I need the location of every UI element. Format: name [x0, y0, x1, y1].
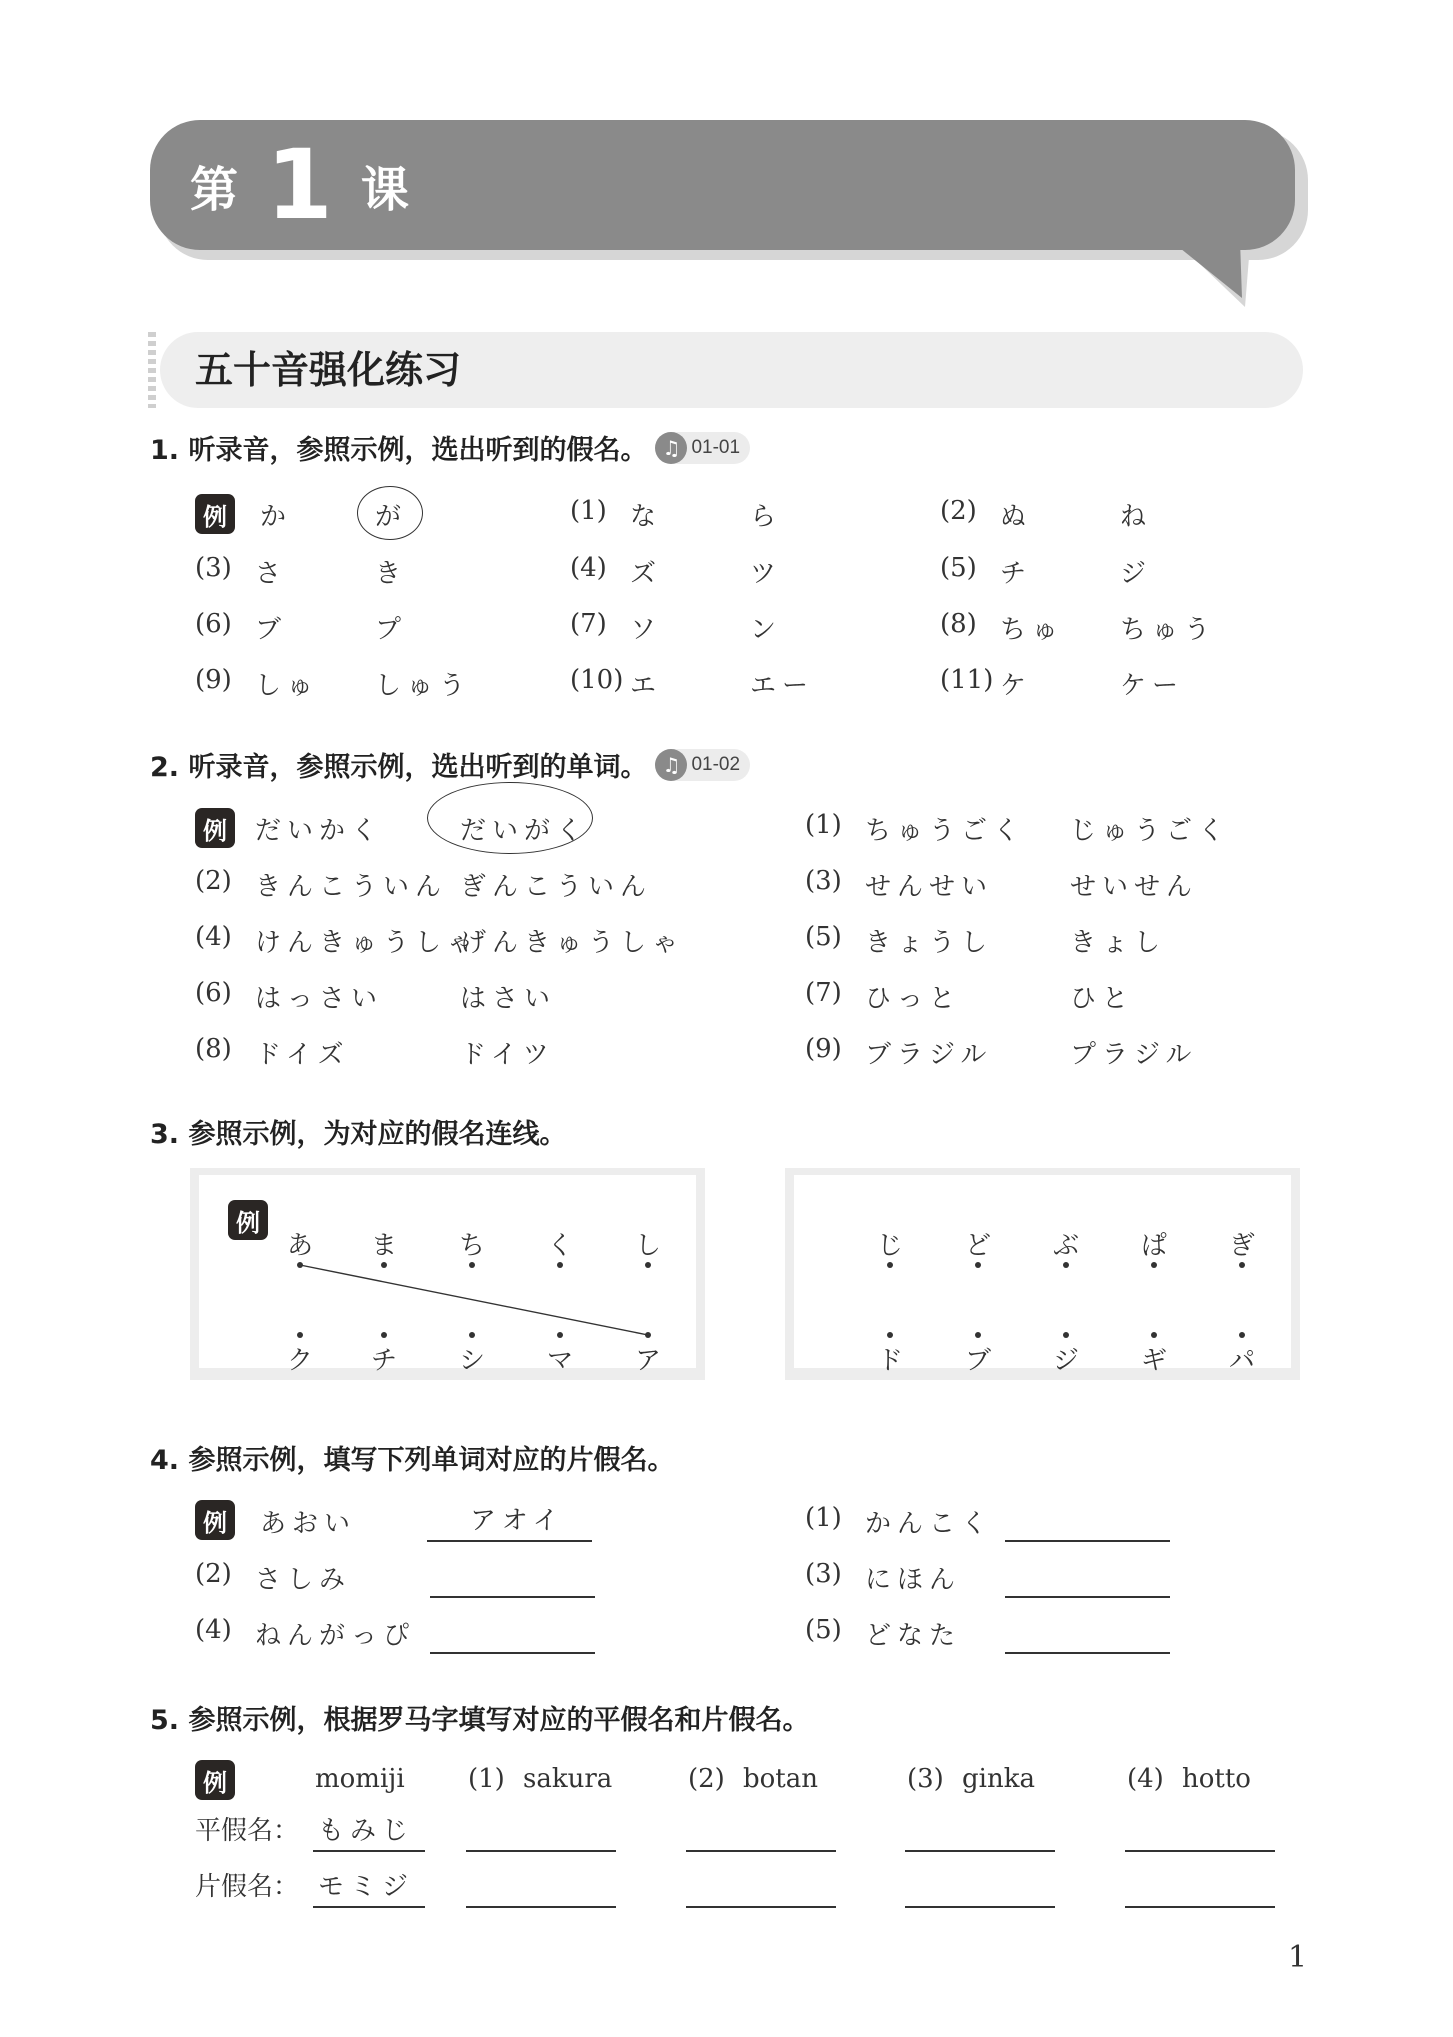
romaji: botan — [743, 1764, 818, 1794]
option-b[interactable]: が — [375, 502, 408, 532]
bottom-kana: ジ — [1053, 1346, 1080, 1376]
top-kana: あ — [287, 1231, 314, 1261]
bottom-kana: パ — [1229, 1346, 1256, 1376]
top-kana: ぎ — [1229, 1231, 1256, 1261]
item-number: (3) — [805, 1559, 842, 1589]
top-dot[interactable] — [381, 1262, 387, 1268]
question-1-text: 1. 听录音，参照示例，选出听到的假名。 — [150, 435, 648, 466]
audio-track-code: 01-02 — [691, 753, 741, 775]
option-b[interactable]: ね — [1120, 502, 1153, 532]
item-number: (8) — [940, 609, 977, 639]
katakana-blank[interactable] — [686, 1906, 836, 1908]
word: あおい — [260, 1509, 357, 1539]
answer-text: アオイ — [470, 1506, 565, 1536]
option-a[interactable]: ちゅ — [1000, 615, 1065, 645]
item-number: (7) — [570, 609, 607, 639]
page-number: 1 — [1288, 1940, 1308, 1975]
top-dot[interactable] — [297, 1262, 303, 1268]
example-badge: 例 — [228, 1200, 268, 1240]
music-note-icon: ♫ — [655, 432, 687, 464]
option-b[interactable]: ジ — [1120, 559, 1153, 589]
katakana-blank[interactable] — [905, 1906, 1055, 1908]
option-a[interactable]: ブ — [255, 615, 288, 645]
question-2-text: 2. 听录音，参照示例，选出听到的单词。 — [150, 752, 648, 783]
option-a[interactable]: せんせい — [865, 872, 994, 902]
item-number: (3) — [805, 866, 842, 896]
answer-blank[interactable] — [430, 1596, 595, 1598]
option-b[interactable]: ケー — [1120, 671, 1185, 701]
option-a[interactable]: けんきゅうしゃ — [255, 928, 480, 958]
item-number: (6) — [195, 978, 232, 1008]
top-kana: ぱ — [1141, 1231, 1168, 1261]
item-number: (3) — [195, 553, 232, 583]
option-a[interactable]: チ — [1000, 559, 1033, 589]
item-number: (5) — [940, 553, 977, 583]
bottom-dot[interactable] — [975, 1332, 981, 1338]
word: さしみ — [255, 1565, 352, 1595]
bottom-dot[interactable] — [469, 1332, 475, 1338]
item-number: (1) — [805, 1503, 842, 1533]
example-badge: 例 — [195, 808, 235, 848]
katakana-blank[interactable] — [466, 1906, 616, 1908]
romaji: hotto — [1182, 1764, 1251, 1794]
item-number: (4) — [195, 1615, 232, 1645]
option-a[interactable]: ブラジル — [865, 1040, 993, 1070]
word: ねんがっぴ — [255, 1621, 416, 1651]
lesson-number: 1 — [266, 129, 333, 241]
answer-blank[interactable] — [1005, 1596, 1170, 1598]
word: にほん — [865, 1565, 962, 1595]
top-dot[interactable] — [645, 1262, 651, 1268]
answer-blank[interactable] — [1005, 1540, 1170, 1542]
romaji: sakura — [523, 1764, 613, 1794]
question-4-text: 4. 参照示例，填写下列单词对应的片假名。 — [150, 1445, 675, 1476]
option-a[interactable]: はっさい — [255, 984, 384, 1014]
item-number: (9) — [195, 665, 232, 695]
option-b[interactable]: ぎんこういん — [460, 872, 653, 902]
option-b[interactable]: きょし — [1070, 928, 1167, 958]
item-number: (2) — [940, 496, 977, 526]
option-b[interactable]: ツ — [750, 559, 783, 589]
example-badge: 例 — [195, 1500, 235, 1540]
option-b[interactable]: しゅう — [375, 671, 472, 701]
option-b[interactable]: ドイツ — [460, 1040, 555, 1070]
option-a[interactable]: な — [630, 502, 663, 532]
option-b[interactable]: き — [375, 559, 408, 589]
lesson-suffix: 课 — [360, 161, 409, 218]
option-b[interactable]: ひと — [1070, 984, 1135, 1014]
item-number: (4) — [1127, 1764, 1164, 1794]
top-dot[interactable] — [1151, 1262, 1157, 1268]
top-dot[interactable] — [469, 1262, 475, 1268]
item-number: (1) — [570, 496, 607, 526]
hiragana-blank[interactable] — [686, 1850, 836, 1852]
answer-blank[interactable] — [1005, 1652, 1170, 1654]
option-a[interactable]: さ — [255, 559, 288, 589]
answer-blank — [427, 1540, 592, 1542]
top-dot[interactable] — [1063, 1262, 1069, 1268]
romaji: momiji — [315, 1764, 405, 1794]
item-number: (11) — [940, 665, 994, 695]
example-link-line — [300, 1265, 648, 1335]
option-a[interactable]: ケ — [1000, 671, 1033, 701]
top-dot[interactable] — [975, 1262, 981, 1268]
top-kana: ど — [965, 1231, 992, 1261]
question-5-text: 5. 参照示例，根据罗马字填写对应的平假名和片假名。 — [150, 1705, 810, 1736]
option-b[interactable]: エー — [750, 671, 815, 701]
option-a: だいかく — [255, 816, 384, 846]
example-katakana: モミジ — [318, 1872, 415, 1902]
option-b[interactable]: プラジル — [1070, 1040, 1198, 1070]
bottom-dot[interactable] — [1239, 1332, 1245, 1338]
example-badge: 例 — [195, 1760, 235, 1800]
question-4-title — [150, 1438, 674, 1477]
bottom-dot[interactable] — [1151, 1332, 1157, 1338]
option-a[interactable]: エ — [630, 671, 663, 701]
question-5-title — [150, 1698, 809, 1737]
item-number: (2) — [195, 866, 232, 896]
question-3-text: 3. 参照示例，为对应的假名连线。 — [150, 1119, 567, 1150]
option-b[interactable]: じゅうごく — [1070, 816, 1231, 846]
bottom-kana: ブ — [965, 1346, 992, 1376]
answer-blank[interactable] — [430, 1652, 595, 1654]
item-number: (2) — [195, 1559, 232, 1589]
option-b[interactable]: ら — [750, 502, 783, 532]
bottom-dot[interactable] — [381, 1332, 387, 1338]
option-a: か — [260, 502, 293, 532]
top-kana: く — [547, 1231, 574, 1261]
item-number: (5) — [805, 1615, 842, 1645]
option-a[interactable]: ドイズ — [255, 1040, 350, 1070]
option-a[interactable]: ちゅうごく — [865, 816, 1026, 846]
item-number: (3) — [907, 1764, 944, 1794]
option-b[interactable]: ン — [750, 615, 783, 645]
word: どなた — [865, 1621, 962, 1651]
example-hiragana: もみじ — [318, 1816, 415, 1846]
bottom-kana: ク — [287, 1346, 314, 1376]
example-hiragana-line — [313, 1850, 425, 1852]
option-b[interactable]: はさい — [460, 984, 557, 1014]
bottom-kana: シ — [459, 1346, 486, 1376]
item-number: (4) — [570, 553, 607, 583]
section-title: 五十音强化练习 — [195, 348, 462, 392]
example-katakana-line — [313, 1906, 425, 1908]
top-kana: じ — [877, 1231, 904, 1261]
bottom-kana: チ — [371, 1346, 398, 1376]
option-b[interactable]: だいがく — [460, 816, 589, 846]
top-dot[interactable] — [887, 1262, 893, 1268]
option-a[interactable]: ソ — [630, 615, 663, 645]
top-kana: し — [635, 1231, 662, 1261]
item-number: (10) — [570, 665, 624, 695]
hiragana-blank[interactable] — [905, 1850, 1055, 1852]
item-number: (9) — [805, 1034, 842, 1064]
audio-track-code: 01-01 — [691, 436, 741, 458]
bottom-kana: マ — [547, 1346, 574, 1376]
bottom-dot[interactable] — [557, 1332, 563, 1338]
hiragana-blank[interactable] — [466, 1850, 616, 1852]
top-kana: ち — [459, 1231, 486, 1261]
top-kana: ま — [371, 1231, 398, 1261]
word: かんこく — [865, 1509, 994, 1539]
item-number: (1) — [468, 1764, 505, 1794]
option-b[interactable]: せいせん — [1070, 872, 1199, 902]
hiragana-blank[interactable] — [1125, 1850, 1275, 1852]
top-dot[interactable] — [1239, 1262, 1245, 1268]
top-dot[interactable] — [557, 1262, 563, 1268]
bottom-kana: ギ — [1141, 1346, 1168, 1376]
item-number: (2) — [688, 1764, 725, 1794]
katakana-blank[interactable] — [1125, 1906, 1275, 1908]
item-number: (5) — [805, 922, 842, 952]
music-note-icon: ♫ — [655, 749, 687, 781]
example-badge: 例 — [195, 494, 235, 534]
option-a[interactable]: ズ — [630, 559, 663, 589]
bottom-dot[interactable] — [1063, 1332, 1069, 1338]
bottom-dot[interactable] — [645, 1332, 651, 1338]
bottom-kana: ア — [635, 1346, 662, 1376]
option-b[interactable]: プ — [375, 615, 408, 645]
lesson-prefix: 第 — [190, 161, 239, 218]
item-number: (4) — [195, 922, 232, 952]
option-a[interactable]: きんこういん — [255, 872, 448, 902]
item-number: (8) — [195, 1034, 232, 1064]
bottom-dot[interactable] — [887, 1332, 893, 1338]
item-number: (1) — [805, 810, 842, 840]
option-a[interactable]: ひっと — [865, 984, 962, 1014]
top-kana: ぶ — [1053, 1231, 1080, 1261]
option-a[interactable]: しゅ — [255, 671, 320, 701]
option-a[interactable]: きょうし — [865, 928, 994, 958]
bottom-dot[interactable] — [297, 1332, 303, 1338]
item-number: (7) — [805, 978, 842, 1008]
option-b[interactable]: げんきゅうしゃ — [460, 928, 685, 958]
option-b[interactable]: ちゅう — [1120, 615, 1217, 645]
romaji: ginka — [962, 1764, 1035, 1794]
item-number: (6) — [195, 609, 232, 639]
bottom-kana: ド — [877, 1346, 904, 1376]
row-label-katakana: 片假名： — [195, 1872, 300, 1902]
row-label-hiragana: 平假名： — [195, 1816, 300, 1846]
option-a[interactable]: ぬ — [1000, 502, 1033, 532]
